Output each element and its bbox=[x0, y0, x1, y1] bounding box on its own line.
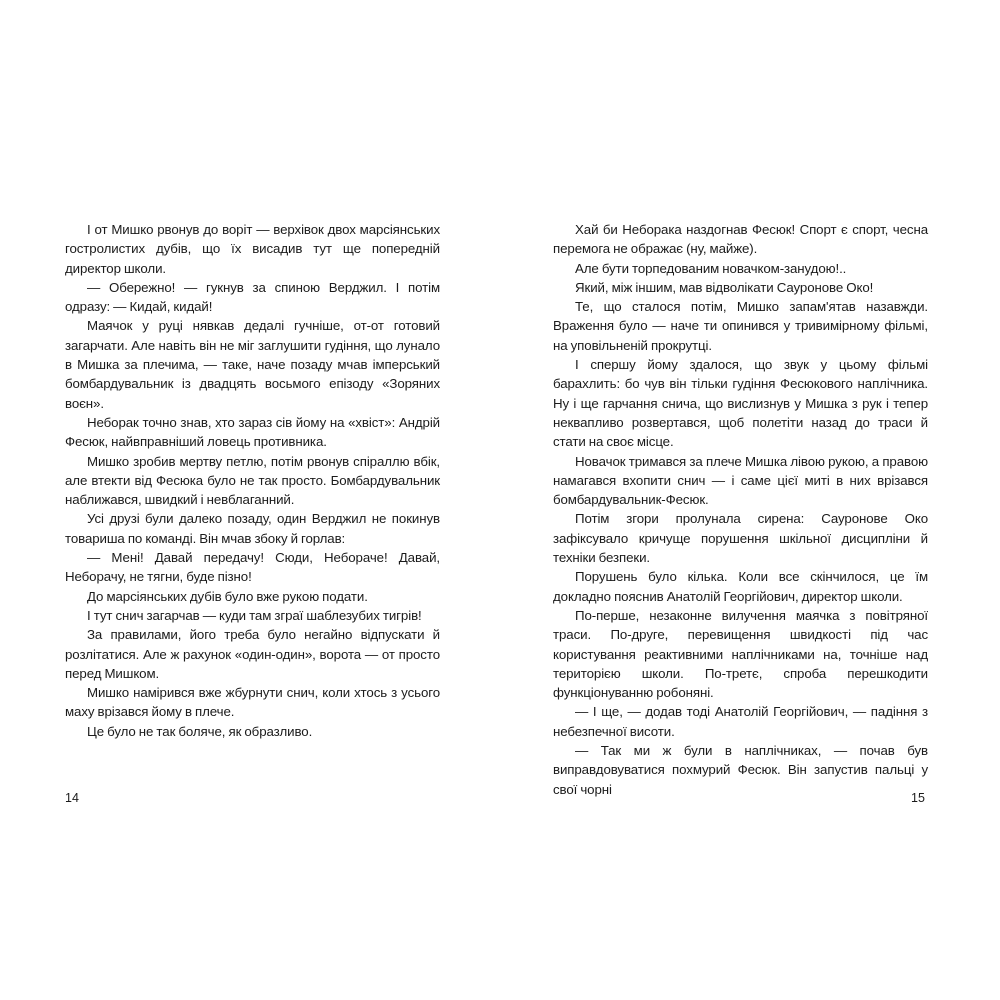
left-paragraph-11: Мишко намірився вже жбурнути снич, коли хтось з усього маху врізався йому в плече. bbox=[65, 685, 440, 720]
left-paragraph-1: І от Мишко рвонув до воріт — верхівок двох марсіянських гостролистих дубів, що їх висадив тут ще попередній директор школи. bbox=[65, 222, 440, 276]
right-paragraph-2: Але бути торпедованим новачком-занудою!.. bbox=[575, 260, 847, 276]
left-paragraph-7: — Мені! Давай передачу! Сюди, Небораче! Давай, Неборачу, не тягни, буде пізно! bbox=[65, 550, 440, 585]
right-paragraph-3: Який, між іншим, мав відволікати Сауронове Око! bbox=[575, 279, 874, 295]
right-paragraph-5: І спершу йому здалося, що звук у цьому фільмі барахлить: бо чув він тільки гудіння Фесюкового наплічника. Ну і ще гарчання снича, що вислизнув у Мишка з рук і тепер неквапливо розвертався, щоб полетіти назад до траси й стати на своє місце. bbox=[553, 357, 928, 450]
right-paragraph-1: Хай би Неборака наздогнав Фесюк! Спорт є спорт, чесна перемога не ображає (ну, майже). bbox=[553, 222, 928, 257]
left-paragraph-9: І тут снич загарчав — куди там зграї шаблезубих тигрів! bbox=[87, 607, 422, 623]
left-paragraph-5: Мишко зробив мертву петлю, потім рвонув спіраллю вбік, але втекти від Фесюка було не так просто. Бомбардувальник наближався, швидкий і невблаганний. bbox=[65, 453, 440, 508]
left-paragraph-10: За правилами, його треба було негайно відпускати й розлітатися. Але ж рахунок «один-один», ворота — от просто перед Мишком. bbox=[65, 627, 440, 681]
right-paragraph-6: Новачок тримався за плече Мишка лівою рукою, а правою намагався вхопити снич — і саме цієї миті в них врізався бомбардувальник-Фесюк. bbox=[553, 453, 928, 508]
right-page bbox=[553, 220, 928, 799]
right-paragraph-4: Те, що сталося потім, Мишко запам'ятав назавжди. Враження було — наче ти опинився у тривимірному фільмі, на уповільненій прокрутці. bbox=[553, 299, 928, 353]
left-paragraph-12: Це було не так боляче, як образливо. bbox=[87, 723, 313, 739]
right-paragraph-9: По-перше, незаконне вилучення маячка з повітряної траси. По-друге, перевищення швидкості під час користування реактивними наплічниками на, точніше над територією школи. По-третє, спроба перешкодити функціонуванню робоняні. bbox=[553, 607, 928, 701]
left-paragraph-2: — Обережно! — гукнув за спиною Верджил. І потім одразу: — Кидай, кидай! bbox=[65, 279, 440, 315]
page-number-left: 14 bbox=[65, 791, 79, 805]
right-paragraph-7: Потім згори пролунала сирена: Сауронове Око зафіксувало кричуще порушення шкільної дисципліни й техніки безпеки. bbox=[553, 511, 928, 566]
left-paragraph-6: Усі друзі були далеко позаду, один Верджил не покинув товариша по команді. Він мчав збоку й горлав: bbox=[65, 511, 440, 546]
right-paragraph-8: Порушень було кілька. Коли все скінчилося, це їм докладно пояснив Анатолій Георгійович, директор школи. bbox=[553, 569, 928, 604]
page-number-right: 15 bbox=[911, 791, 925, 805]
right-paragraph-11: — Так ми ж були в наплічниках, — почав був виправдовуватися похмурий Фесюк. Він запустив пальці у свої чорні bbox=[553, 743, 928, 797]
left-paragraph-3: Маячок у руці нявкав дедалі гучніше, от-от готовий загарчати. Але навіть він не міг заглушити гудіння, що лунало в Мишка за плечима, — таке, наче позаду мчав імперський бомбардувальник із двадцять восьмого епізоду «Зоряних воєн». bbox=[65, 318, 440, 411]
left-paragraph-8: До марсіянських дубів було вже рукою подати. bbox=[87, 588, 368, 604]
right-paragraph-10: — І ще, — додав тоді Анатолій Георгійович, — падіння з небезпечної висоти. bbox=[553, 704, 928, 739]
left-paragraph-4: Неборак точно знав, хто зараз сів йому на «хвіст»: Андрій Фесюк, найвправніший ловець противника. bbox=[65, 414, 440, 450]
left-page bbox=[65, 220, 440, 741]
